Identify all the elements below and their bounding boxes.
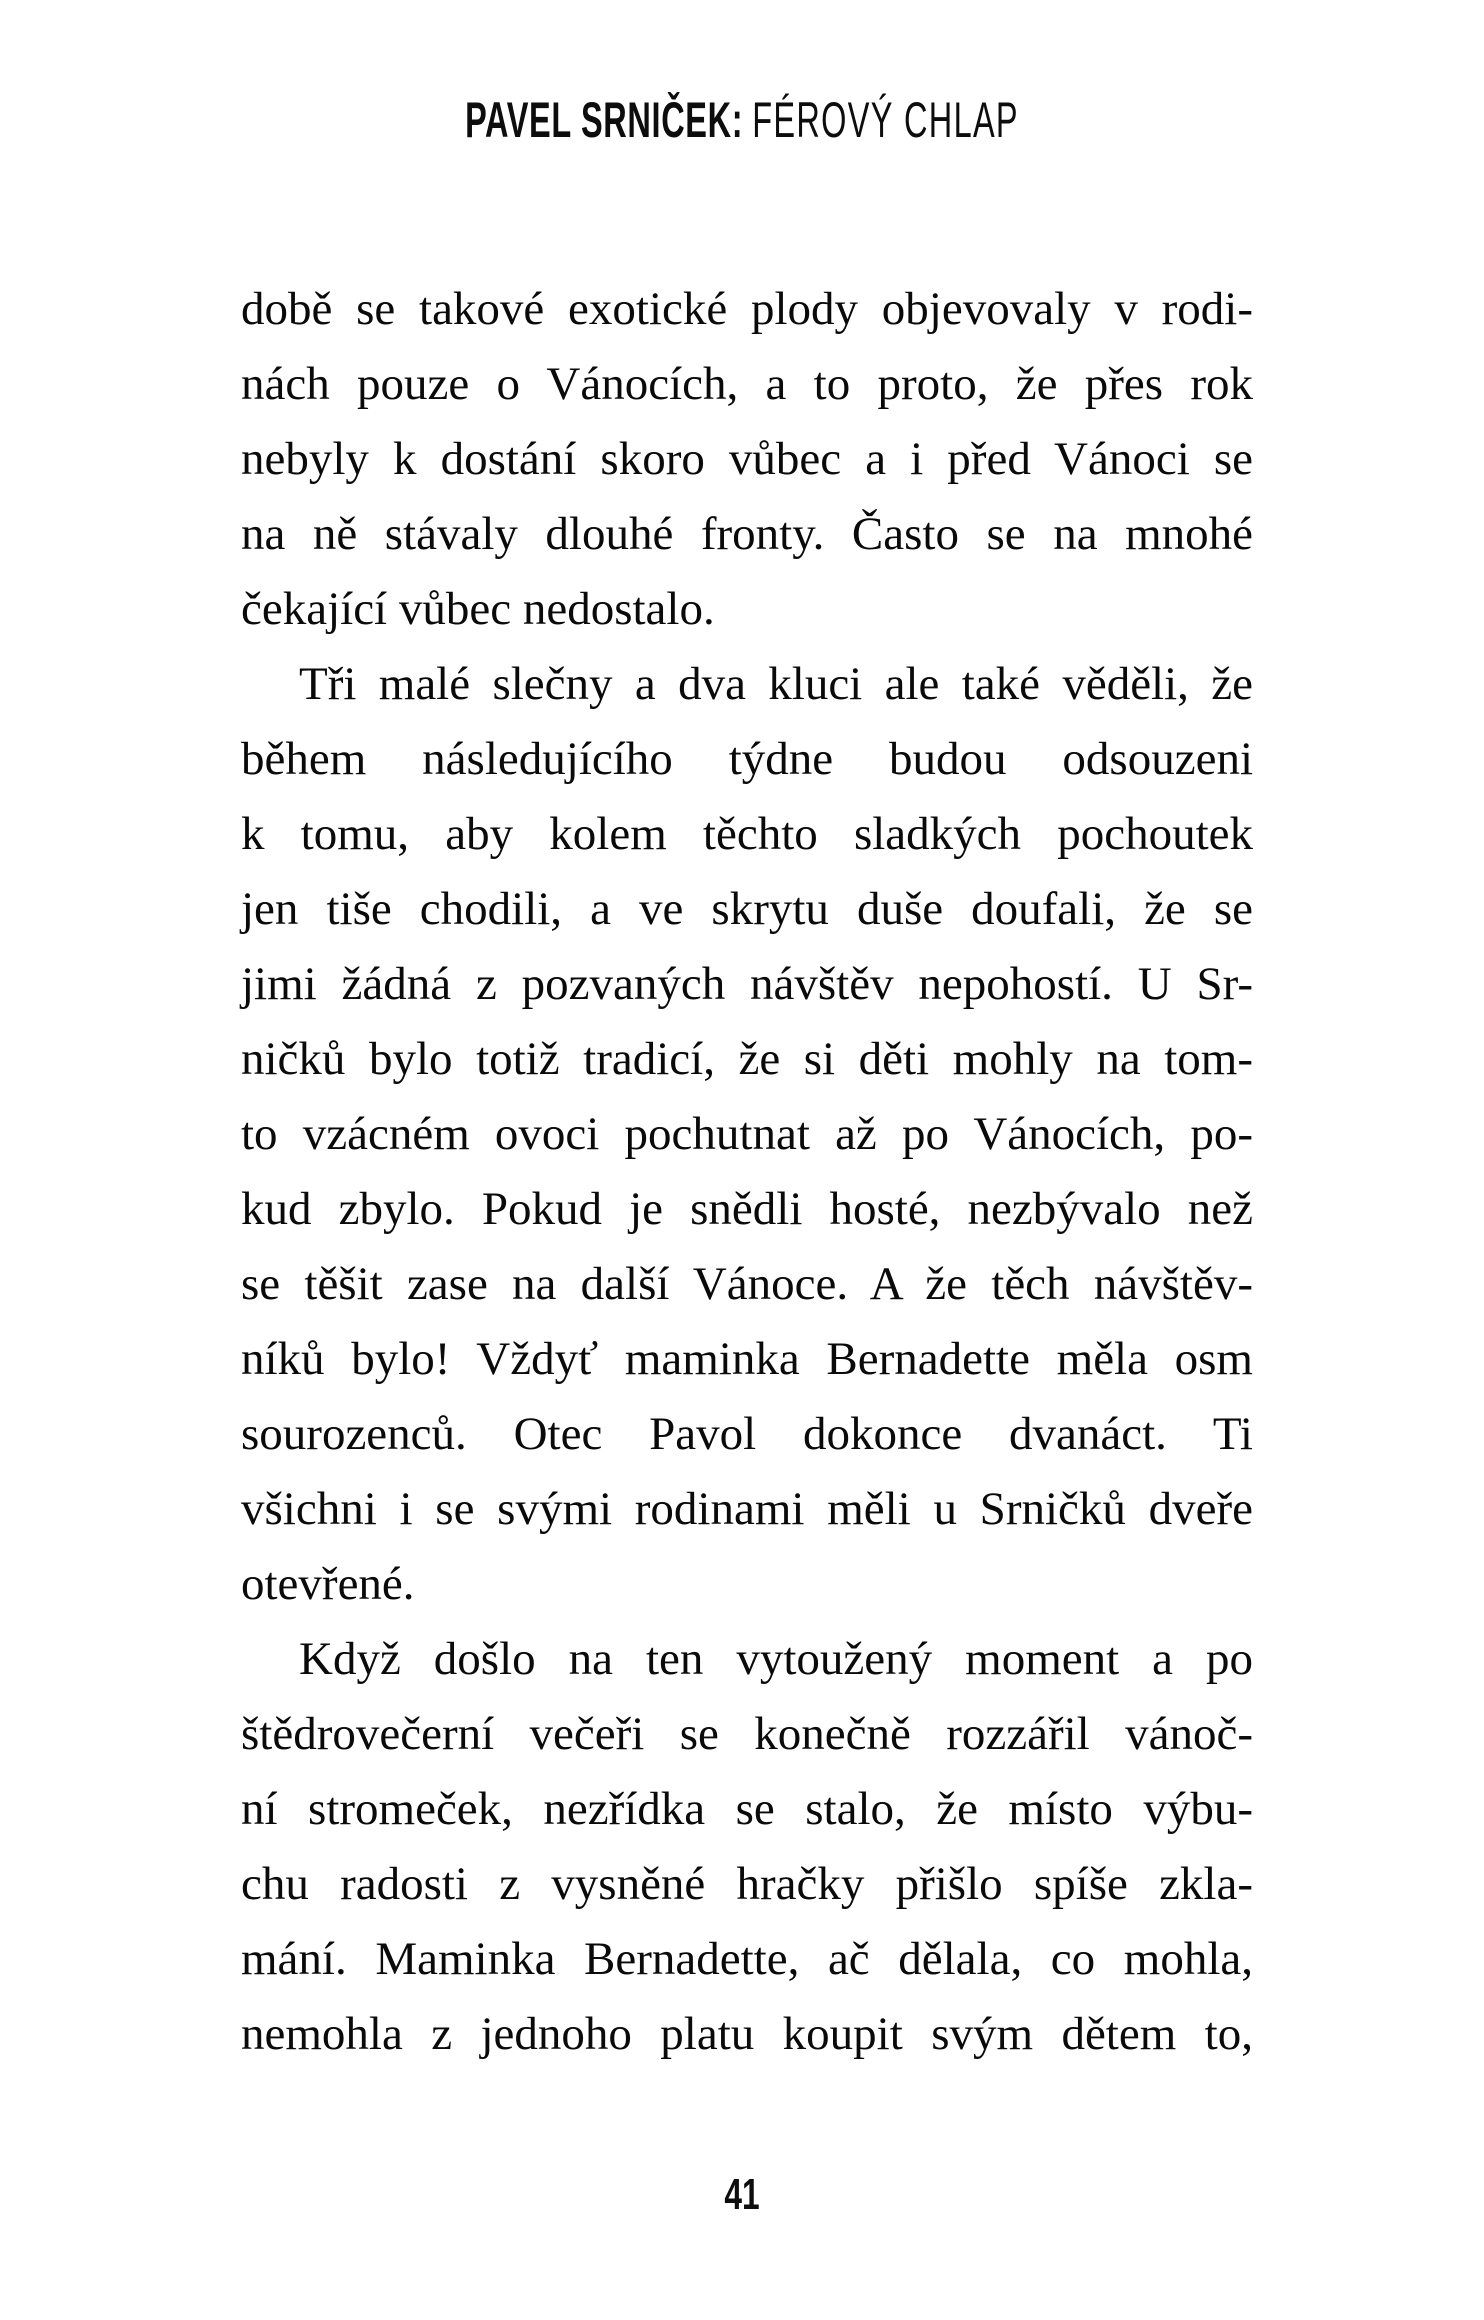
text-line: nách pouze o Vánocích, a to proto, že přes rok [241, 358, 1253, 410]
text-line: kud zbylo. Pokud je snědli hosté, nezbývalo než [241, 1183, 1253, 1235]
text-line: Když došlo na ten vytoužený moment a po [299, 1633, 1253, 1685]
running-header [260, 94, 1225, 146]
text-line: během následujícího týdne budou odsouzeni [241, 733, 1253, 785]
text-line: mání. Maminka Bernadette, ač dělala, co mohla, [241, 1933, 1253, 1985]
text-line: jen tiše chodili, a ve skrytu duše doufali, že se [241, 883, 1253, 935]
text-line: otevřené. [241, 1558, 415, 1610]
text-line: čekající vůbec nedostalo. [241, 583, 715, 635]
text-line: ní stromeček, nezřídka se stalo, že místo výbu- [241, 1783, 1253, 1835]
text-line: Tři malé slečny a dva kluci ale také věděli, že [299, 658, 1253, 710]
text-line: k tomu, aby kolem těchto sladkých pochoutek [241, 808, 1253, 860]
text-block [241, 272, 1253, 2072]
text-line: nemohla z jednoho platu koupit svým dětem to, [241, 2008, 1253, 2060]
header-author: PAVEL SRNIČEK: [465, 92, 744, 148]
text-line: sourozenců. Otec Pavol dokonce dvanáct. Ti [241, 1408, 1253, 1460]
text-line: všichni i se svými rodinami měli u Srničků dveře [241, 1483, 1253, 1535]
text-line: štědrovečerní večeři se konečně rozzářil vánoč- [241, 1708, 1253, 1760]
text-line: níků bylo! Vždyť maminka Bernadette měla osm [241, 1333, 1253, 1385]
text-line: nebyly k dostání skoro vůbec a i před Vánoci se [241, 433, 1253, 485]
text-line: jimi žádná z pozvaných návštěv nepohostí. U Sr- [241, 958, 1253, 1010]
text-line: ničků bylo totiž tradicí, že si děti mohly na tom- [241, 1033, 1253, 1085]
text-line: době se takové exotické plody objevovaly v rodi- [241, 283, 1253, 335]
header-book-title: FÉROVÝ CHLAP [752, 92, 1019, 148]
text-line: se těšit zase na další Vánoce. A že těch návštěv- [241, 1258, 1253, 1310]
text-line: chu radosti z vysněné hračky přišlo spíše zkla- [241, 1858, 1253, 1910]
text-line: to vzácném ovoci pochutnat až po Vánocích, po- [241, 1108, 1253, 1160]
text-line: na ně stávaly dlouhé fronty. Často se na mnohé [241, 508, 1253, 560]
page-number: 41 [724, 2170, 760, 2219]
